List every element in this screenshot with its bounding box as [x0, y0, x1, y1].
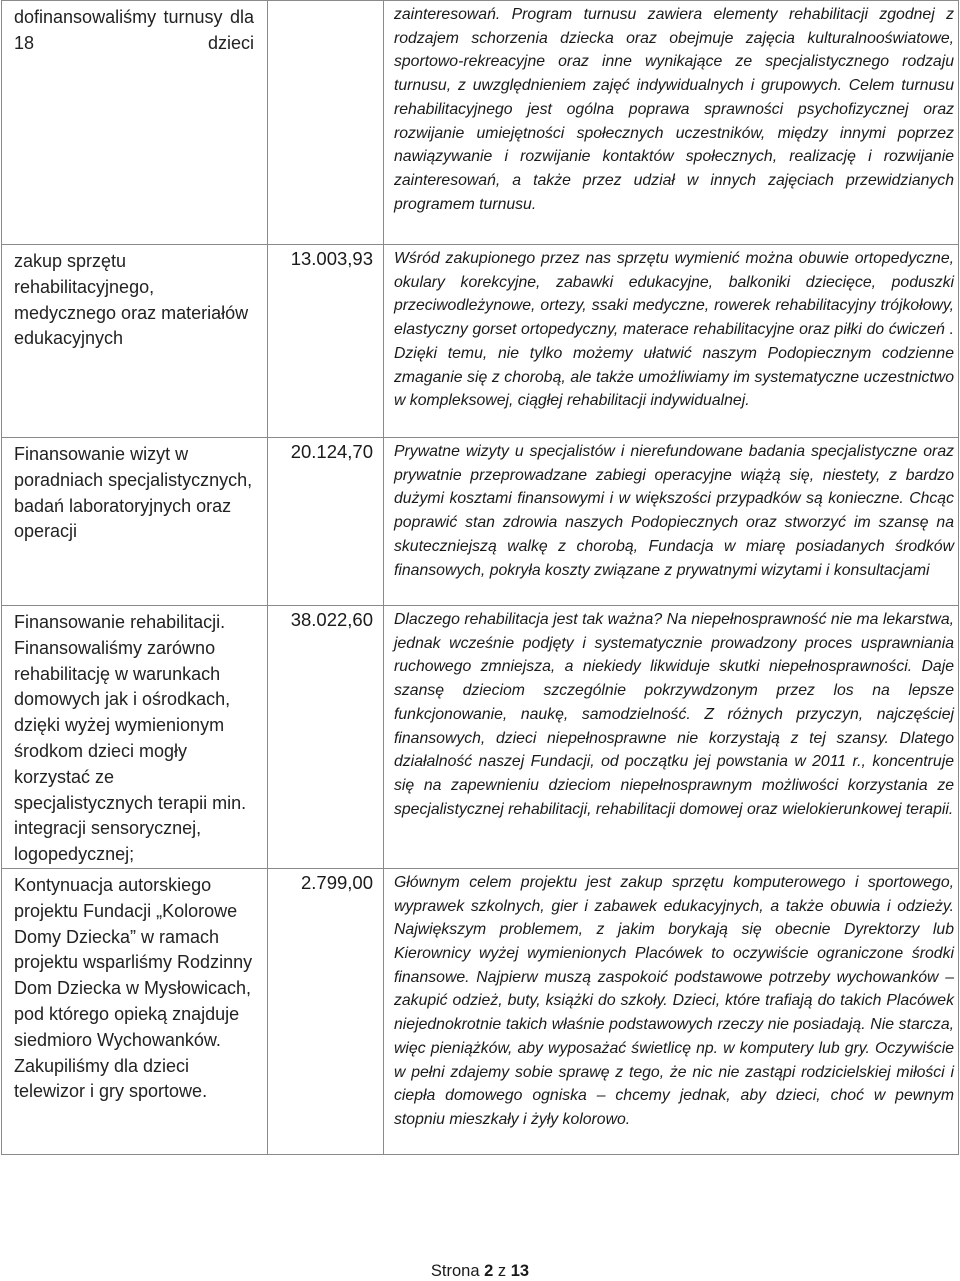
amount-cell: 38.022,60	[268, 606, 384, 869]
activity-text: dofinansowaliśmy turnusy dla 18 dzieci	[14, 7, 254, 53]
description-cell: Dlaczego rehabilitacja jest tak ważna? Na niepełnosprawność nie ma lekarstwa, jednak wcześnie podjęty i systematycznie prowadzony proces usprawniania ruchowego zmniejsza, a niekiedy likwiduje skutki niepełnosprawności. Daje szansę dzieciom szczególnie pokrzywdzonym przez los na lepsze funkcjonowanie, naukę, samodzielność. Z różnych przyczyn, najczęściej finansowych, dzieci niepełnosprawne nie korzystają z tej szansy. Dlatego działalność naszej Fundacji, od początku jej powstania w 2011 r., koncentruje się na zapewnieniu dzieciom niepełnosprawnym możliwości korzystania ze specjalistycznej rehabilitacji, rehabilitacji domowej oraz wielokierunkowej terapii.	[384, 606, 959, 869]
description-cell: Prywatne wizyty u specjalistów i nierefundowane badania specjalistyczne oraz prywatnie przeprowadzane zabiegi operacyjne wiążą się, niestety, z bardzo dużymi kosztami finansowymi i w większości przypadków są konieczne. Chcąc poprawić stan zdrowia naszych Podopiecznych oraz stworzyć im szansę na skuteczniejszą walkę z chorobą, Fundacja w miarę posiadanych środków finansowych, pokryła koszty związane z prywatnymi wizytami i konsultacjami	[384, 438, 959, 606]
table-row	[2, 1, 959, 245]
amount-cell: 2.799,00	[268, 868, 384, 1154]
amount-cell: 20.124,70	[268, 438, 384, 606]
table-row	[2, 868, 959, 1154]
current-page: 2	[484, 1262, 494, 1280]
total-pages: 13	[510, 1262, 530, 1280]
description-cell: zainteresowań. Program turnusu zawiera elementy rehabilitacji zgodnej z rodzajem schorzenia dziecka oraz obejmuje zajęcia kulturalnooświatowe, sportowo-rekreacyjne oraz inne wynikające ze specjalistycznego rodzaju turnusu, z uwzględnieniem zajęć indywidualnych i grupowych. Celem turnusu rehabilitacyjnego jest ogólna poprawa sprawności psychofizycznej oraz rozwijanie umiejętności społecznych uczestników, między innymi poprzez nawiązywanie i rozwijanie kontaktów społecznych, realizację i rozwijanie zainteresowań, a także przez udział w innych zajęciach przewidzianych programem turnusu.	[384, 1, 959, 245]
table-row	[2, 245, 959, 438]
activity-name	[2, 1, 268, 245]
activity-name: Finansowanie rehabilitacji. Finansowaliśmy zarówno rehabilitację w warunkach domowych jak i ośrodkach, dzięki wyżej wymienionym środkom dzieci mogły korzystać ze specjalistycznych terapii min. integracji sensorycznej, logopedycznej;	[2, 606, 268, 869]
page-footer	[0, 1262, 960, 1281]
amount-cell	[268, 1, 384, 245]
page-separator: z	[497, 1262, 507, 1280]
description-cell: Głównym celem projektu jest zakup sprzętu komputerowego i sportowego, wyprawek szkolnych, gier i zabawek edukacyjnych, a także obuwia i odzieży. Największym problemem, z jakim borykają się obecnie Dyrektorzy lub Kierownicy wyżej wymienionych Placówek to oczywiście ograniczone środki finansowe. Najpierw muszą zaspokoić podstawowe potrzeby wychowanków – zakupić odzież, buty, książki do szkoły. Dzieci, które trafiają do takich Placówek niejednokrotnie takich właśnie podstawowych rzeczy nie posiadają. Nie starcza, więc pieniążków, aby wyposażać świetlicę np. w komputery lub gry. Oczywiście w pełni zdajemy sobie sprawę z tego, że nic nie zastąpi rodzicielskiej miłości i ciepła domowego ogniska – chcemy jednak, aby dzieci, choć w pewnym stopniu mieszkały i żyły kolorowo.	[384, 868, 959, 1154]
activity-name: zakup sprzętu rehabilitacyjnego, medycznego oraz materiałów edukacyjnych	[2, 245, 268, 438]
table-row	[2, 606, 959, 869]
amount-cell: 13.003,93	[268, 245, 384, 438]
page-label: Strona	[430, 1262, 480, 1280]
description-cell: Wśród zakupionego przez nas sprzętu wymienić można obuwie ortopedyczne, okulary korekcyjne, zabawki edukacyjne, balkoniki dziecięce, poduszki przeciwodleżynowe, ortezy, ssaki medyczne, rowerek rehabilitacyjny trójkołowy, elastyczny gorset ortopedyczny, materace rehabilitacyjne oraz piłki do ćwiczeń . Dzięki temu, nie tylko możemy ułatwić naszym Podopiecznym codzienne zmaganie się z chorobą, ale także umożliwiamy im systematyczne uczestnictwo w kompleksowej, ciągłej rehabilitacji indywidualnej.	[384, 245, 959, 438]
activity-name: Kontynuacja autorskiego projektu Fundacji „Kolorowe Domy Dziecka” w ramach projektu wsparliśmy Rodzinny Dom Dziecka w Mysłowicach, pod którego opieką znajduje siedmioro Wychowanków. Zakupiliśmy dla dzieci telewizor i gry sportowe.	[2, 868, 268, 1154]
activities-table	[1, 0, 958, 1155]
table-row	[2, 438, 959, 606]
activity-name: Finansowanie wizyt w poradniach specjalistycznych, badań laboratoryjnych oraz operacji	[2, 438, 268, 606]
